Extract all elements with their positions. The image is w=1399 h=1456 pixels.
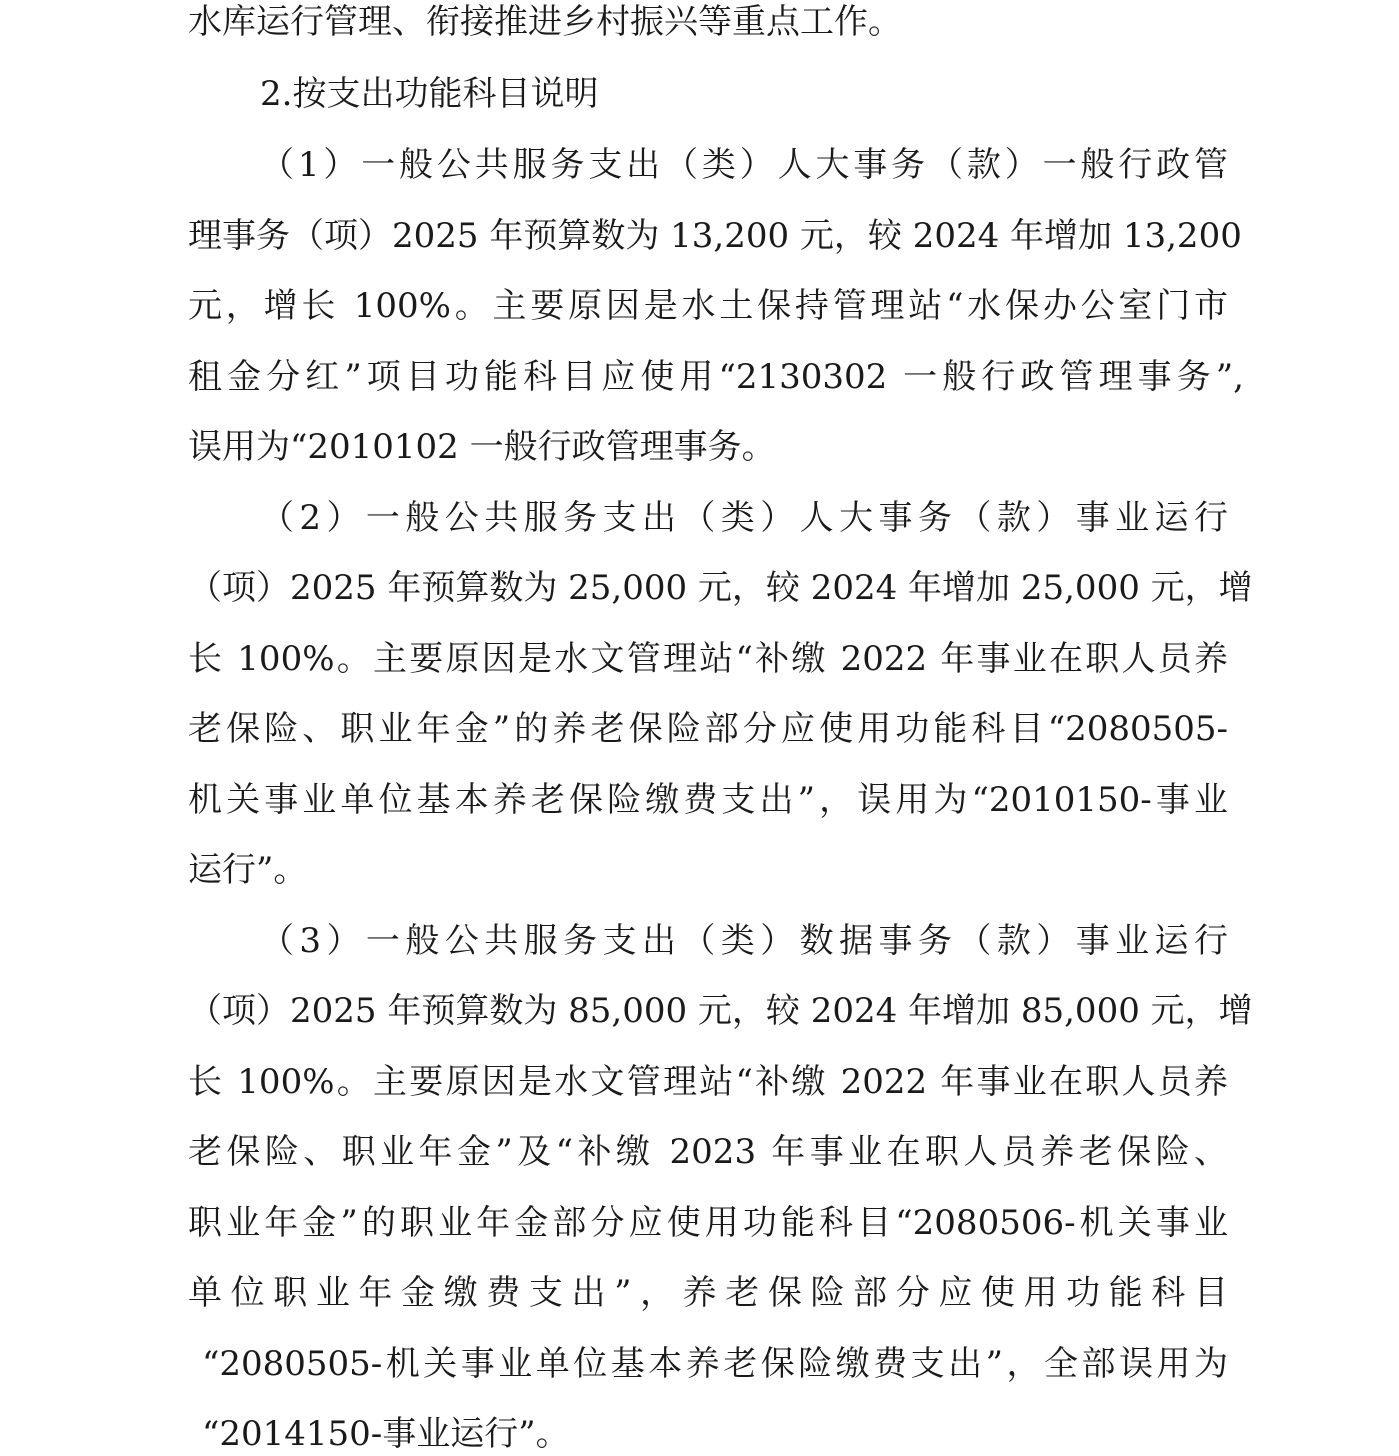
paragraph-line: 职业年金”的职业年金部分应使用功能科目“2080506-机关事业	[188, 1203, 1228, 1243]
paragraph-line: （项）2025 年预算数为 25,000 元，较 2024 年增加 25,000 元，增	[188, 568, 1253, 608]
paragraph-line: 运行”。	[188, 850, 308, 890]
paragraph-line: “2080505-机关事业单位基本养老保险缴费支出”，全部误用为	[202, 1344, 1228, 1384]
paragraph-line: 长 100%。主要原因是水文管理站“补缴 2022 年事业在职人员养	[188, 639, 1228, 679]
paragraph-line: 老保险、职业年金”的养老保险部分应使用功能科目“2080505-	[188, 709, 1228, 749]
paragraph-line: 误用为“2010102 一般行政管理事务。	[188, 427, 776, 467]
paragraph-line: 单位职业年金缴费支出”，养老保险部分应使用功能科目	[188, 1273, 1228, 1313]
paragraph-line: 租金分红”项目功能科目应使用“2130302 一般行政管理事务”,	[188, 357, 1244, 397]
paragraph-line: （项）2025 年预算数为 85,000 元，较 2024 年增加 85,000 元，增	[188, 991, 1253, 1031]
paragraph-line: （3）一般公共服务支出（类）数据事务（款）事业运行	[260, 921, 1228, 961]
paragraph-line: 理事务（项）2025 年预算数为 13,200 元，较 2024 年增加 13,200	[188, 216, 1242, 256]
section-heading: 2.按支出功能科目说明	[260, 74, 599, 114]
paragraph-line: 老保险、职业年金”及“补缴 2023 年事业在职人员养老保险、	[188, 1132, 1228, 1172]
paragraph-line: 元，增长 100%。主要原因是水土保持管理站“水保办公室门市	[188, 286, 1228, 326]
paragraph-line: “2014150-事业运行”。	[202, 1414, 570, 1454]
paragraph-line: 长 100%。主要原因是水文管理站“补缴 2022 年事业在职人员养	[188, 1062, 1228, 1102]
paragraph-line: 水库运行管理、衔接推进乡村振兴等重点工作。	[188, 2, 902, 42]
paragraph-line: 机关事业单位基本养老保险缴费支出”，误用为“2010150-事业	[188, 780, 1228, 820]
paragraph-line: （1）一般公共服务支出（类）人大事务（款）一般行政管	[260, 145, 1228, 185]
paragraph-line: （2）一般公共服务支出（类）人大事务（款）事业运行	[260, 498, 1228, 538]
